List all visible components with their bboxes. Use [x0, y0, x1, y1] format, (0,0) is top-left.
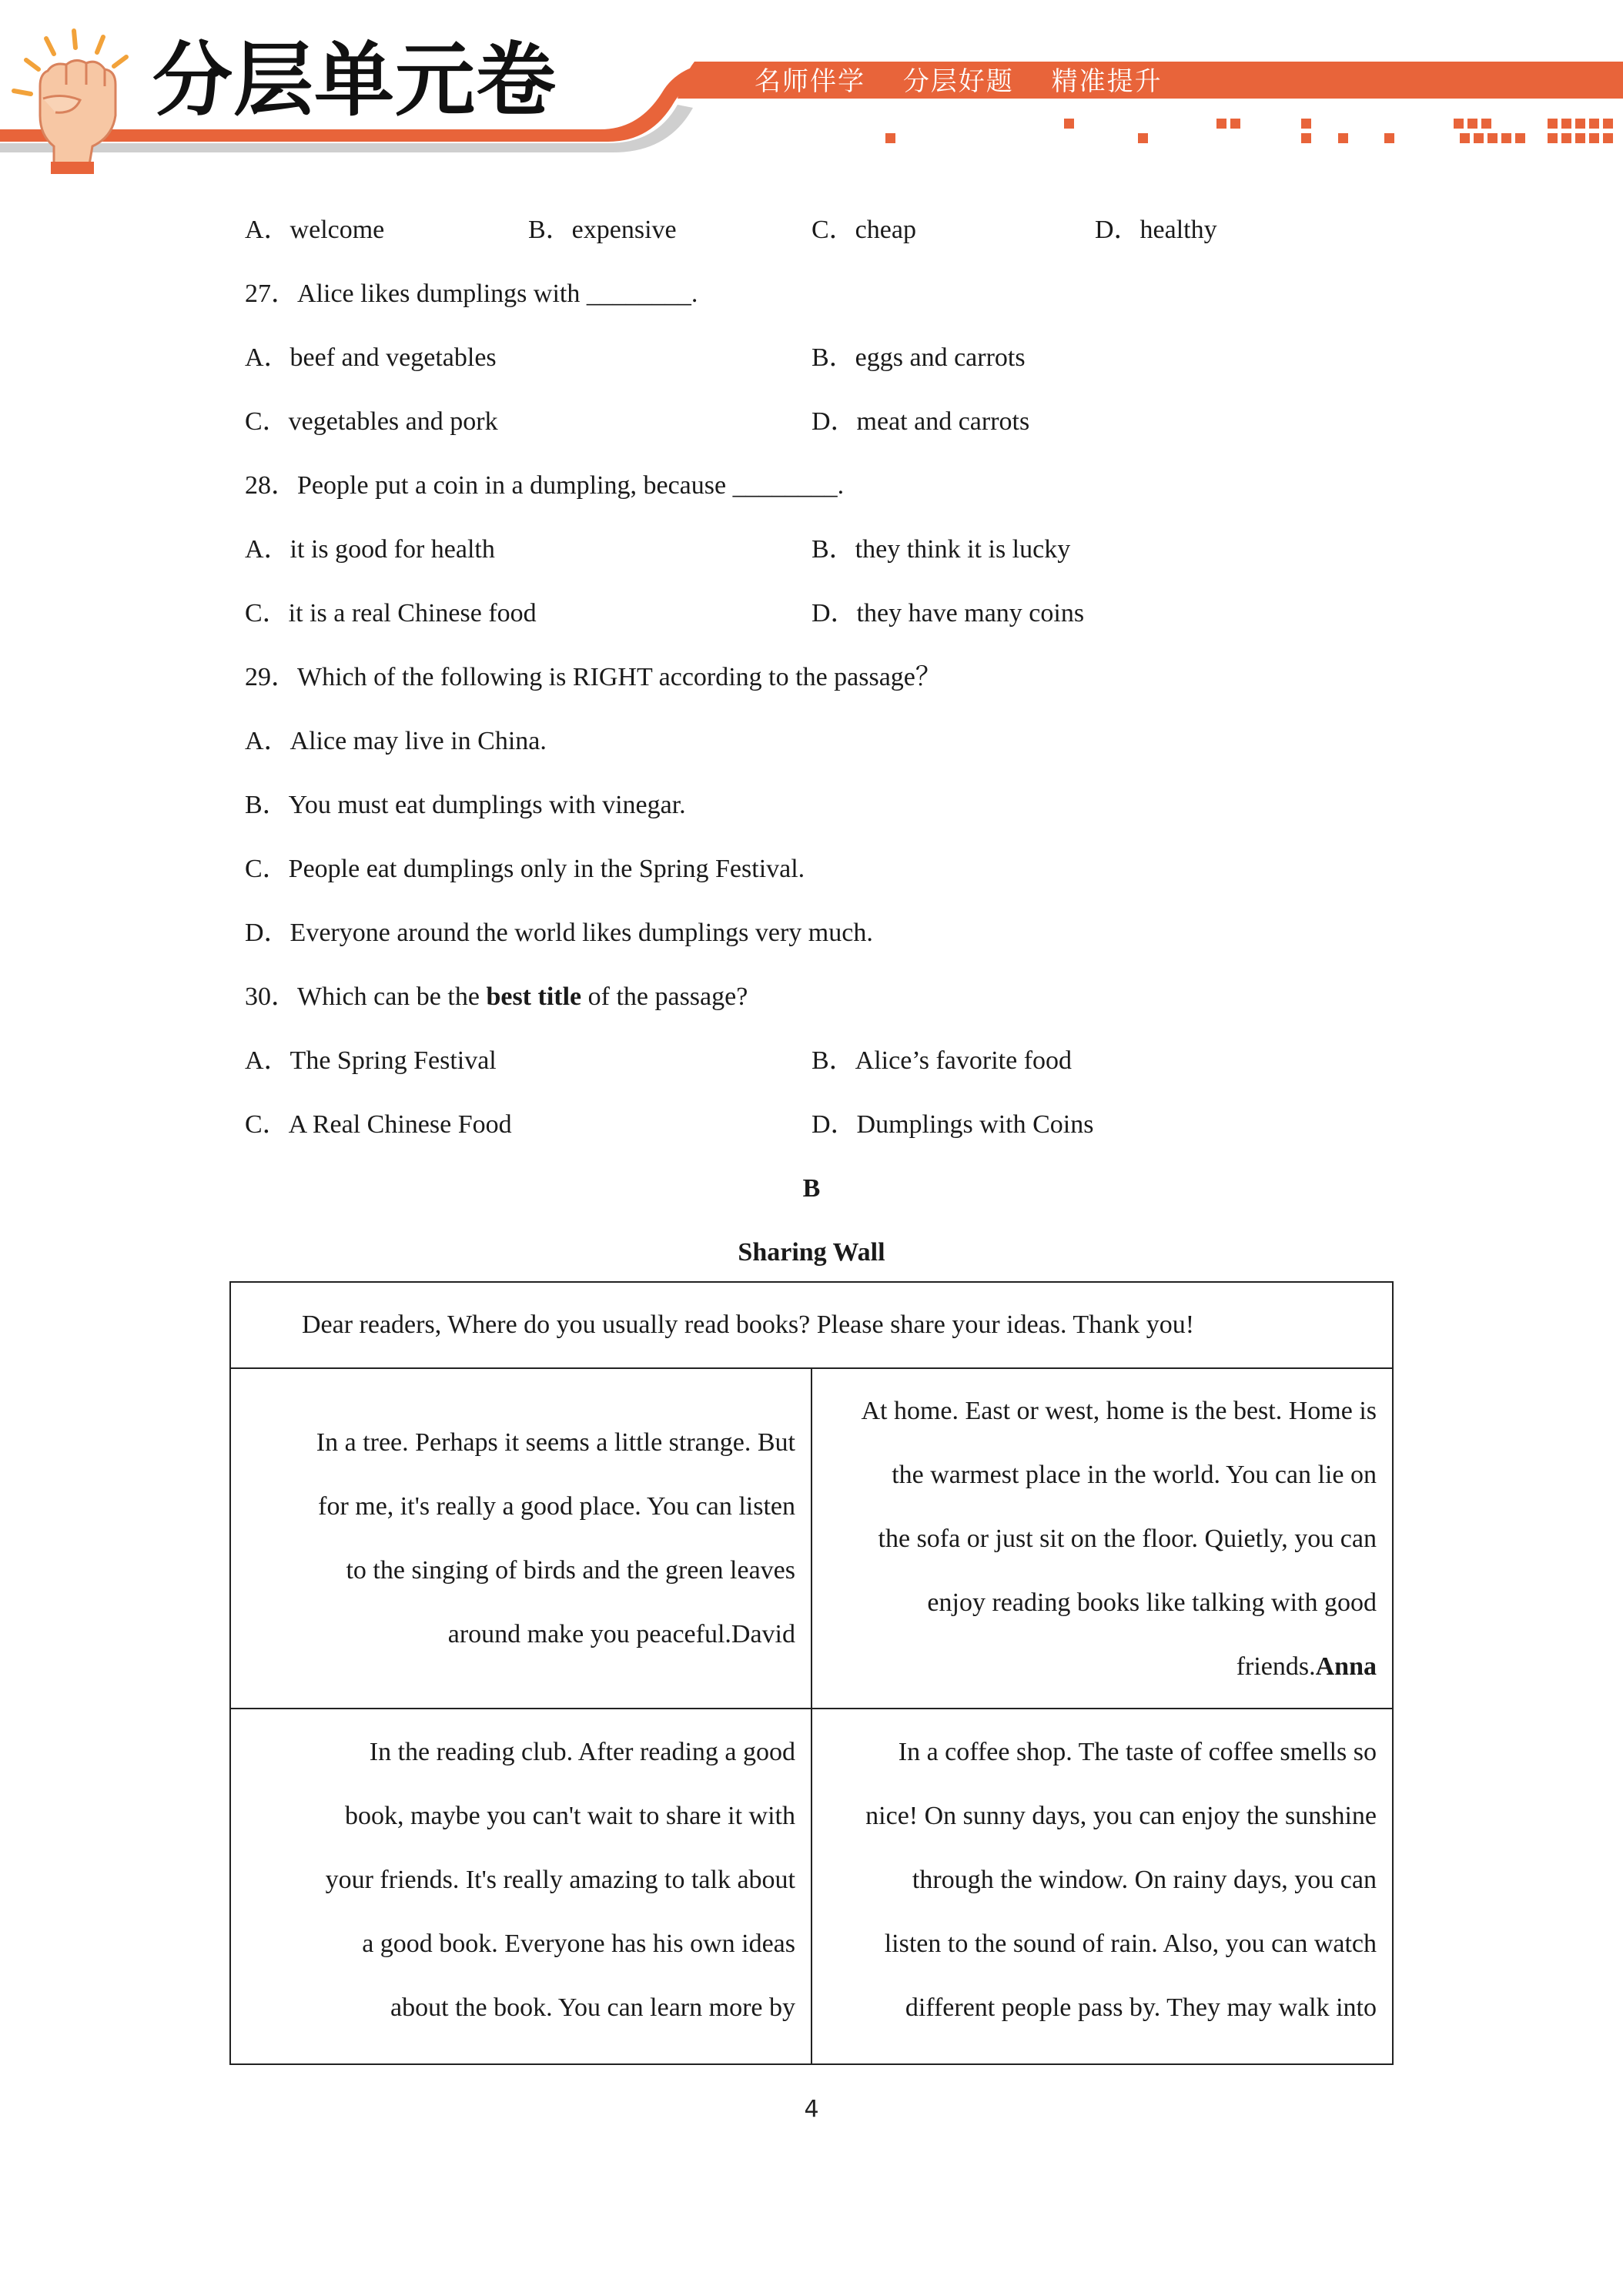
club-line: about the book. You can learn more by — [390, 1993, 795, 2022]
coffee-line: nice! On sunny days, you can enjoy the sunshine — [865, 1802, 1377, 1830]
anna-line-last — [828, 1635, 1377, 1699]
q30-stem-bold: best title — [486, 982, 582, 1011]
anna-line: the warmest place in the world. You can lie on — [892, 1460, 1377, 1489]
q30-stem-start: 30．Which can be the — [245, 982, 487, 1011]
header-slogan — [755, 60, 1190, 98]
q30-stem — [245, 982, 748, 1012]
slogan-3: 精准提升 — [1051, 66, 1163, 97]
anna-line: the sofa or just sit on the floor. Quietly, you can — [878, 1524, 1377, 1553]
slogan-2: 分层好题 — [902, 66, 1014, 97]
david-line: around make you peaceful.David — [447, 1620, 795, 1648]
david-line: to the singing of birds and the green leaves — [346, 1556, 795, 1585]
david-line: for me, it's really a good place. You can listen — [318, 1492, 795, 1521]
page-number: 4 — [804, 2096, 819, 2123]
wall-intro: Dear readers, Where do you usually read books? Please share your ideas. Thank you! — [230, 1282, 1393, 1368]
q30-option-b: B．Alice’s favorite food — [812, 1046, 1073, 1075]
q27-option-d: D．meat and carrots — [812, 407, 1030, 436]
q28-option-b: B．they think it is lucky — [812, 535, 1071, 564]
q26-option-c: C．cheap — [812, 216, 916, 244]
q26-option-a: A．welcome — [245, 216, 385, 244]
club-line: In the reading club. After reading a good — [369, 1738, 795, 1766]
q29-option-b: B．You must eat dumplings with vinegar. — [245, 791, 686, 819]
coffee-line: listen to the sound of rain. Also, you can watch — [884, 1930, 1377, 1958]
q27-stem: 27．Alice likes dumplings with ________. — [245, 279, 698, 308]
q26-option-d: D．healthy — [1095, 216, 1217, 244]
q27-option-c: C．vegetables and pork — [245, 407, 498, 436]
page-header — [0, 0, 1623, 177]
q30-option-a: A．The Spring Festival — [245, 1046, 497, 1075]
club-line: book, maybe you can't wait to share it with — [345, 1802, 795, 1830]
q28-option-a: A．it is good for health — [245, 535, 495, 564]
q29-stem: 29．Which of the following is RIGHT according to the passage？ — [245, 663, 942, 691]
q30-stem-end: of the passage? — [581, 982, 748, 1011]
anna-line: enjoy reading books like talking with good — [927, 1588, 1377, 1617]
anna-last-text: friends. — [1236, 1652, 1316, 1681]
coffee-line: through the window. On rainy days, you can — [912, 1866, 1377, 1894]
q30-option-c: C．A Real Chinese Food — [245, 1110, 512, 1139]
wall-cell-club — [230, 1709, 812, 2064]
q27-option-a: A．beef and vegetables — [245, 343, 497, 372]
q27-option-b: B．eggs and carrots — [812, 343, 1026, 372]
david-line: In a tree. Perhaps it seems a little strange. But — [316, 1428, 795, 1457]
fist-logo-icon — [14, 31, 126, 174]
wall-cell-coffee — [812, 1709, 1393, 2064]
sharing-wall-table — [229, 1281, 1394, 2065]
decorative-dots — [885, 119, 1613, 143]
coffee-line: In a coffee shop. The taste of coffee smells so — [898, 1738, 1377, 1766]
q29-option-a: A．Alice may live in China. — [245, 727, 547, 755]
anna-line: At home. East or west, home is the best. Home is — [861, 1396, 1377, 1425]
q28-option-c: C．it is a real Chinese food — [245, 599, 537, 628]
q28-stem: 28．People put a coin in a dumpling, because ________. — [245, 471, 845, 500]
anna-name: Anna — [1315, 1652, 1377, 1681]
slogan-1: 名师伴学 — [755, 66, 865, 97]
club-line: a good book. Everyone has his own ideas — [362, 1930, 795, 1958]
club-line: your friends. It's really amazing to talk about — [325, 1866, 795, 1894]
q26-option-b: B．expensive — [528, 216, 677, 244]
coffee-line: different people pass by. They may walk into — [905, 1993, 1377, 2022]
q30-option-d: D．Dumplings with Coins — [812, 1110, 1094, 1139]
q29-option-d: D．Everyone around the world likes dumplings very much. — [245, 919, 873, 947]
section-title: Sharing Wall — [738, 1238, 885, 1267]
q28-option-d: D．they have many coins — [812, 599, 1085, 628]
wall-cell-david — [230, 1368, 812, 1709]
wall-cell-anna — [812, 1368, 1393, 1709]
section-letter: B — [802, 1174, 821, 1203]
header-title: 分层单元卷 — [152, 33, 557, 127]
q29-option-c: C．People eat dumplings only in the Spring Festival. — [245, 855, 805, 883]
